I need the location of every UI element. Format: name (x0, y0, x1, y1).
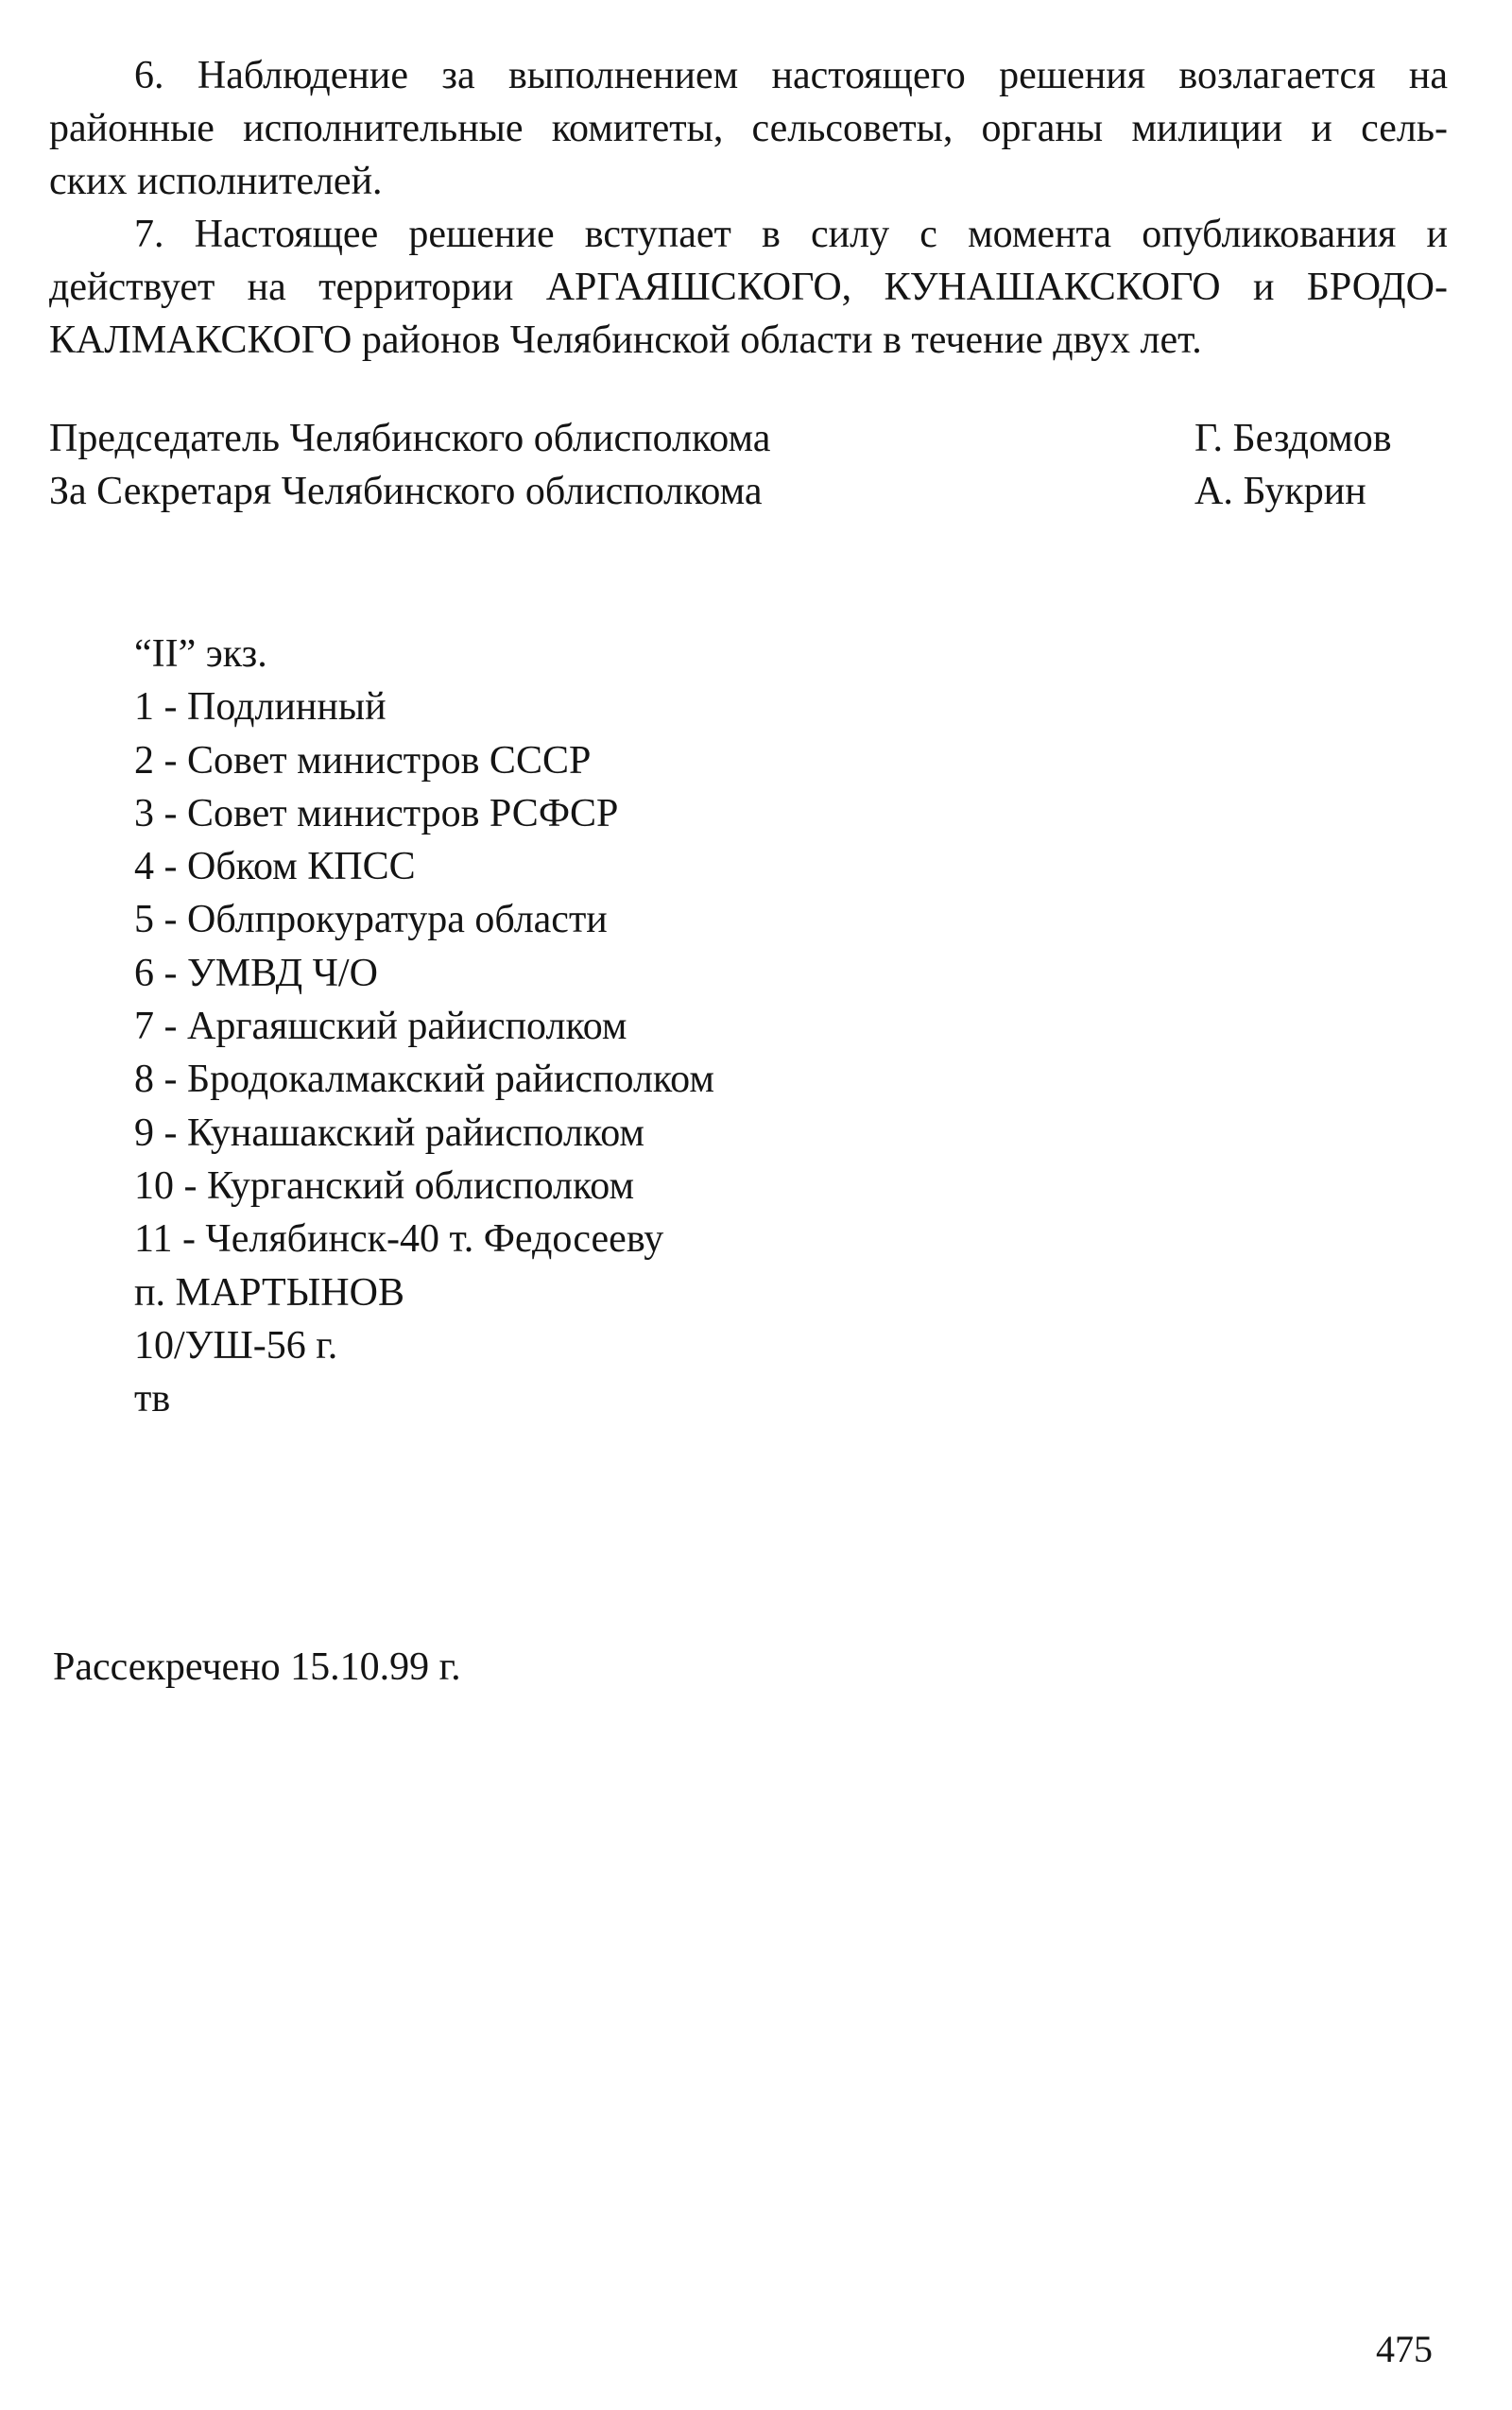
paragraph-6-line-3: ских исполнителей. (49, 160, 383, 203)
page-number: 475 (1376, 2328, 1433, 2370)
paragraph-7-line-1: 7. Настоящее решение вступает в силу с момента опубликования и (134, 213, 1448, 256)
distribution-item: 6 - УМВД Ч/О (134, 951, 378, 995)
signature-title: За Секретаря Челябинского облисполкома (49, 470, 763, 513)
distribution-header: “II” экз. (134, 632, 267, 676)
paragraph-6-line-1: 6. Наблюдение за выполнением настоящего решения возлагается на (134, 54, 1448, 97)
signature-name: А. Букрин (1194, 470, 1366, 513)
distribution-item: 4 - Обком КПСС (134, 845, 416, 889)
distribution-item: 10 - Курганский облисполком (134, 1163, 635, 1208)
distribution-item: 7 - Аргаяшский райисполком (134, 1005, 627, 1049)
distribution-item: 8 - Бродокалмакский райисполком (134, 1058, 714, 1102)
distribution-item: 9 - Кунашакский райисполком (134, 1110, 644, 1155)
signature-chairman (49, 412, 1448, 465)
distribution-item: 11 - Челябинск-40 т. Федосееву (134, 1217, 664, 1262)
distribution-item: 3 - Совет министров РСФСР (134, 791, 619, 835)
distribution-footer-line: п. МАРТЫНОВ (134, 1270, 404, 1315)
paragraph-6 (49, 49, 1448, 208)
distribution-footer-line: тв (134, 1377, 171, 1421)
signature-secretary (49, 465, 1448, 518)
paragraph-6-line-2: районные исполнительные комитеты, сельсоветы, органы милиции и сель- (49, 107, 1448, 150)
distribution-list (134, 628, 714, 1425)
paragraph-7-line-3: КАЛМАКСКОГО районов Челябинской области в течение двух лет. (49, 318, 1202, 362)
signature-name: Г. Бездомов (1194, 417, 1392, 460)
paragraph-7 (49, 208, 1448, 367)
distribution-item: 1 - Подлинный (134, 685, 387, 730)
distribution-footer-line: 10/УШ-56 г. (134, 1323, 338, 1368)
declassified-stamp: Рассекречено 15.10.99 г. (53, 1645, 461, 1689)
distribution-item: 2 - Совет министров СССР (134, 738, 592, 783)
paragraph-7-line-2: действует на территории АРГАЯШСКОГО, КУНАШАКСКОГО и БРОДО- (49, 266, 1448, 309)
distribution-item: 5 - Облпрокуратура области (134, 898, 608, 942)
signature-title: Председатель Челябинского облисполкома (49, 417, 771, 460)
